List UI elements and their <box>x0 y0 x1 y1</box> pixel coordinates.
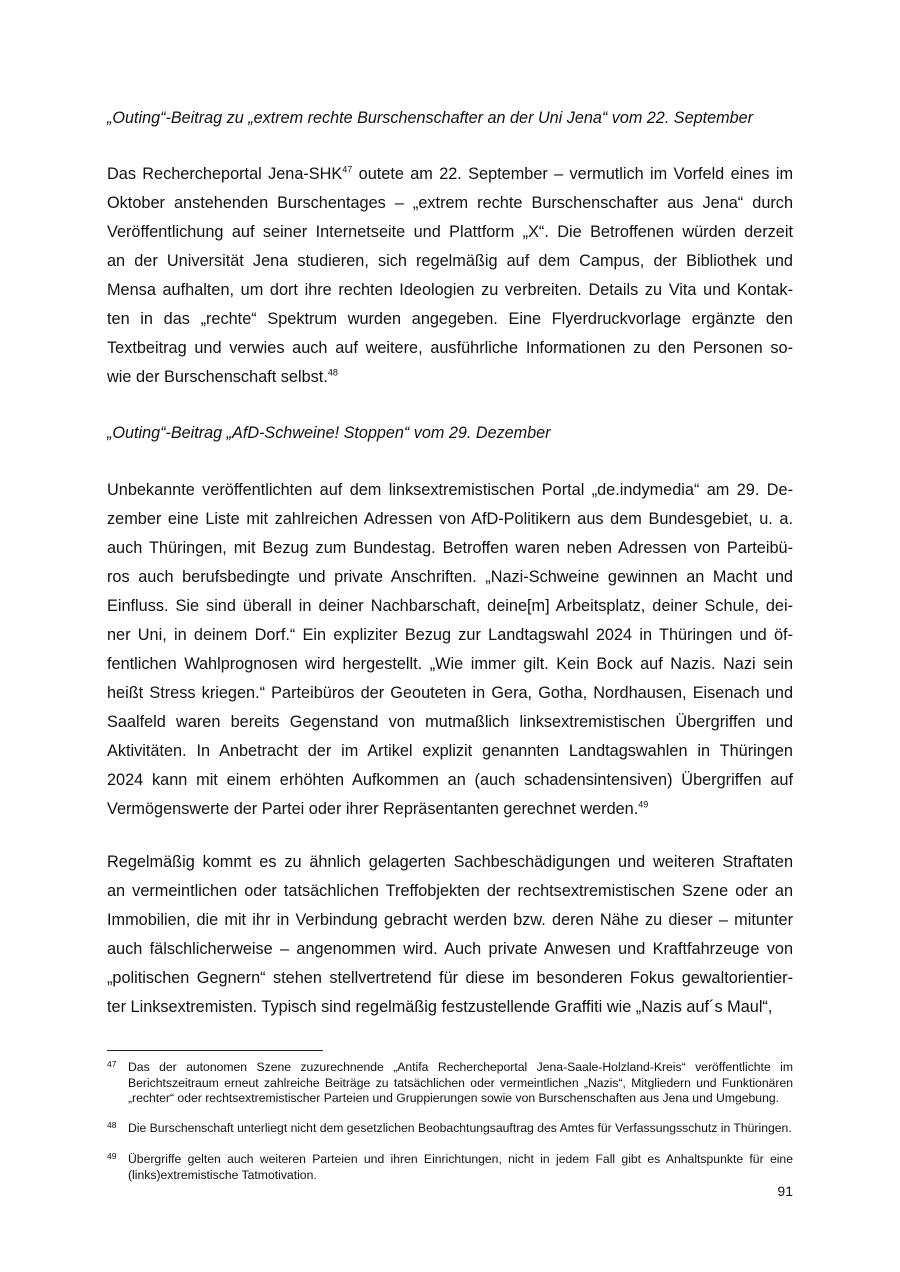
text-line: Das Rechercheportal Jena-SHK$^{47}$ outete am 22. September – vermutlich im Vorfeld eines im <box>107 164 794 183</box>
text-line: Aktivitäten. In Anbetracht der im Artikel explizit genannten Landtagswahlen in Thüringen <box>107 742 793 760</box>
footnote-47 <box>107 1060 793 1107</box>
footnote-text: Das der autonomen Szene zuzurechnende „Antifa Rechercheportal Jena-Saale-Holzland-Kreis“ veröffentlichte im Berichtszeitraum erneut zahlreiche Beiträge zu tatsächlichen oder vermeintlichen „Nazis“, Mitgliedern und Funktionären „rechter“ oder rechtsextremistischer Parteien und Gruppierungen sowie von Burschenschaften aus Jena und Umgebung. <box>128 1060 793 1105</box>
text-line: fentlichen Wahlprognosen wird hergestellt. „Wie immer gilt. Kein Bock auf Nazis. Nazi sein <box>107 655 793 673</box>
footnote-number: 48 <box>107 1120 117 1130</box>
text-line: „politischen Gegnern“ stehen stellvertretend für diese im besonderen Fokus gewaltorientier- <box>107 969 793 987</box>
text-line: ter Linksextremisten. Typisch sind regelmäßig festzustellende Graffiti wie „Nazis auf´s Maul“, <box>107 998 773 1016</box>
text-line: Immobilien, die mit ihr in Verbindung gebracht werden bzw. deren Nähe zu dieser – mitunter <box>107 911 793 929</box>
footnote-number: 49 <box>107 1151 117 1161</box>
text-line: 2024 kann mit einem erhöhten Aufkommen an (auch schadensintensiven) Übergriffen auf <box>107 771 793 789</box>
text-line: auch fälschlicherweise – angenommen wird. Auch private Anwesen und Kraftfahrzeuge von <box>107 940 793 958</box>
text-line: Regelmäßig kommt es zu ähnlich gelagerten Sachbeschädigungen und weiteren Straftaten <box>107 853 793 871</box>
paragraph-burschenschafter <box>107 160 793 392</box>
text-line: ten in das „rechte“ Spektrum wurden angegeben. Eine Flyerdruckvorlage ergänzte den <box>107 310 793 328</box>
text-line: Textbeitrag und verwies auch auf weitere, ausführliche Informationen zu den Personen so- <box>107 339 793 357</box>
text-line: an vermeintlichen oder tatsächlichen Treffobjekten der rechtsextremistischen Szene oder an <box>107 882 793 900</box>
page-number: 91 <box>777 1183 793 1199</box>
section-heading-afd: „Outing“-Beitrag „AfD-Schweine! Stoppen“ vom 29. Dezember <box>107 424 551 442</box>
footnote-ref-48[interactable]: 48 <box>327 367 338 378</box>
text-line: Einfluss. Sie sind überall in deiner Nachbarschaft, deine[m] Arbeitsplatz, deiner Schule, dei- <box>107 597 793 615</box>
paragraph-sachbeschaedigungen <box>107 848 793 1022</box>
footnote-number: 47 <box>107 1059 117 1069</box>
footnote-text: Die Burschenschaft unterliegt nicht dem gesetzlichen Beobachtungsauftrag des Amtes für Verfassungsschutz in Thüringen. <box>128 1121 792 1135</box>
footnote-ref-49[interactable]: 49 <box>638 799 649 810</box>
text-line: ros auch berufsbedingte und private Anschriften. „Nazi-Schweine gewinnen an Macht und <box>107 568 793 586</box>
text-line: Vermögenswerte der Partei oder ihrer Repräsentanten gerechnet werden.$^{49}$ <box>107 799 649 818</box>
footnote-ref-47[interactable]: 47 <box>342 164 353 175</box>
text-line: Mensa aufhalten, um dort ihre rechten Ideologien zu verbreiten. Details zu Vita und Kontak- <box>107 281 793 299</box>
section-heading-burschenschafter: „Outing“-Beitrag zu „extrem rechte Burschenschafter an der Uni Jena“ vom 22. September <box>107 109 753 127</box>
footnote-text: Übergriffe gelten auch weiteren Parteien und ihren Einrichtungen, nicht in jedem Fall gibt es Anhaltspunkte für eine (links)extremistische Tatmotivation. <box>128 1152 793 1182</box>
text-line: heißt Stress kriegen.“ Parteibüros der Geouteten in Gera, Gotha, Nordhausen, Eisenach und <box>107 684 793 702</box>
text-line: Unbekannte veröffentlichten auf dem linksextremistischen Portal „de.indymedia“ am 29. De- <box>107 481 793 499</box>
footnote-49 <box>107 1152 793 1183</box>
text-line: an der Universität Jena studieren, sich regelmäßig auf dem Campus, der Bibliothek und <box>107 252 793 270</box>
paragraph-afd <box>107 476 793 824</box>
text-line: Saalfeld waren bereits Gegenstand von mutmaßlich linksextremistischen Übergriffen und <box>107 713 793 731</box>
text-line: auch Thüringen, mit Bezug zum Bundestag. Betroffen waren neben Adressen von Parteibü- <box>107 539 793 557</box>
text-line: Oktober anstehenden Burschentages – „extrem rechte Burschenschafter aus Jena“ durch <box>107 194 793 212</box>
text-line: Veröffentlichung auf seiner Internetseite und Plattform „X“. Die Betroffenen würden derzeit <box>107 223 793 241</box>
footnote-48 <box>107 1121 793 1137</box>
text-line: zember eine Liste mit zahlreichen Adressen von AfD-Politikern aus dem Bundesgebiet, u. a. <box>107 510 793 528</box>
text-line: wie der Burschenschaft selbst.$^{48}$ <box>107 367 338 386</box>
text-line: ner Uni, in deinem Dorf.“ Ein expliziter Bezug zur Landtagswahl 2024 in Thüringen und öf- <box>107 626 793 644</box>
footnote-separator <box>107 1050 323 1051</box>
